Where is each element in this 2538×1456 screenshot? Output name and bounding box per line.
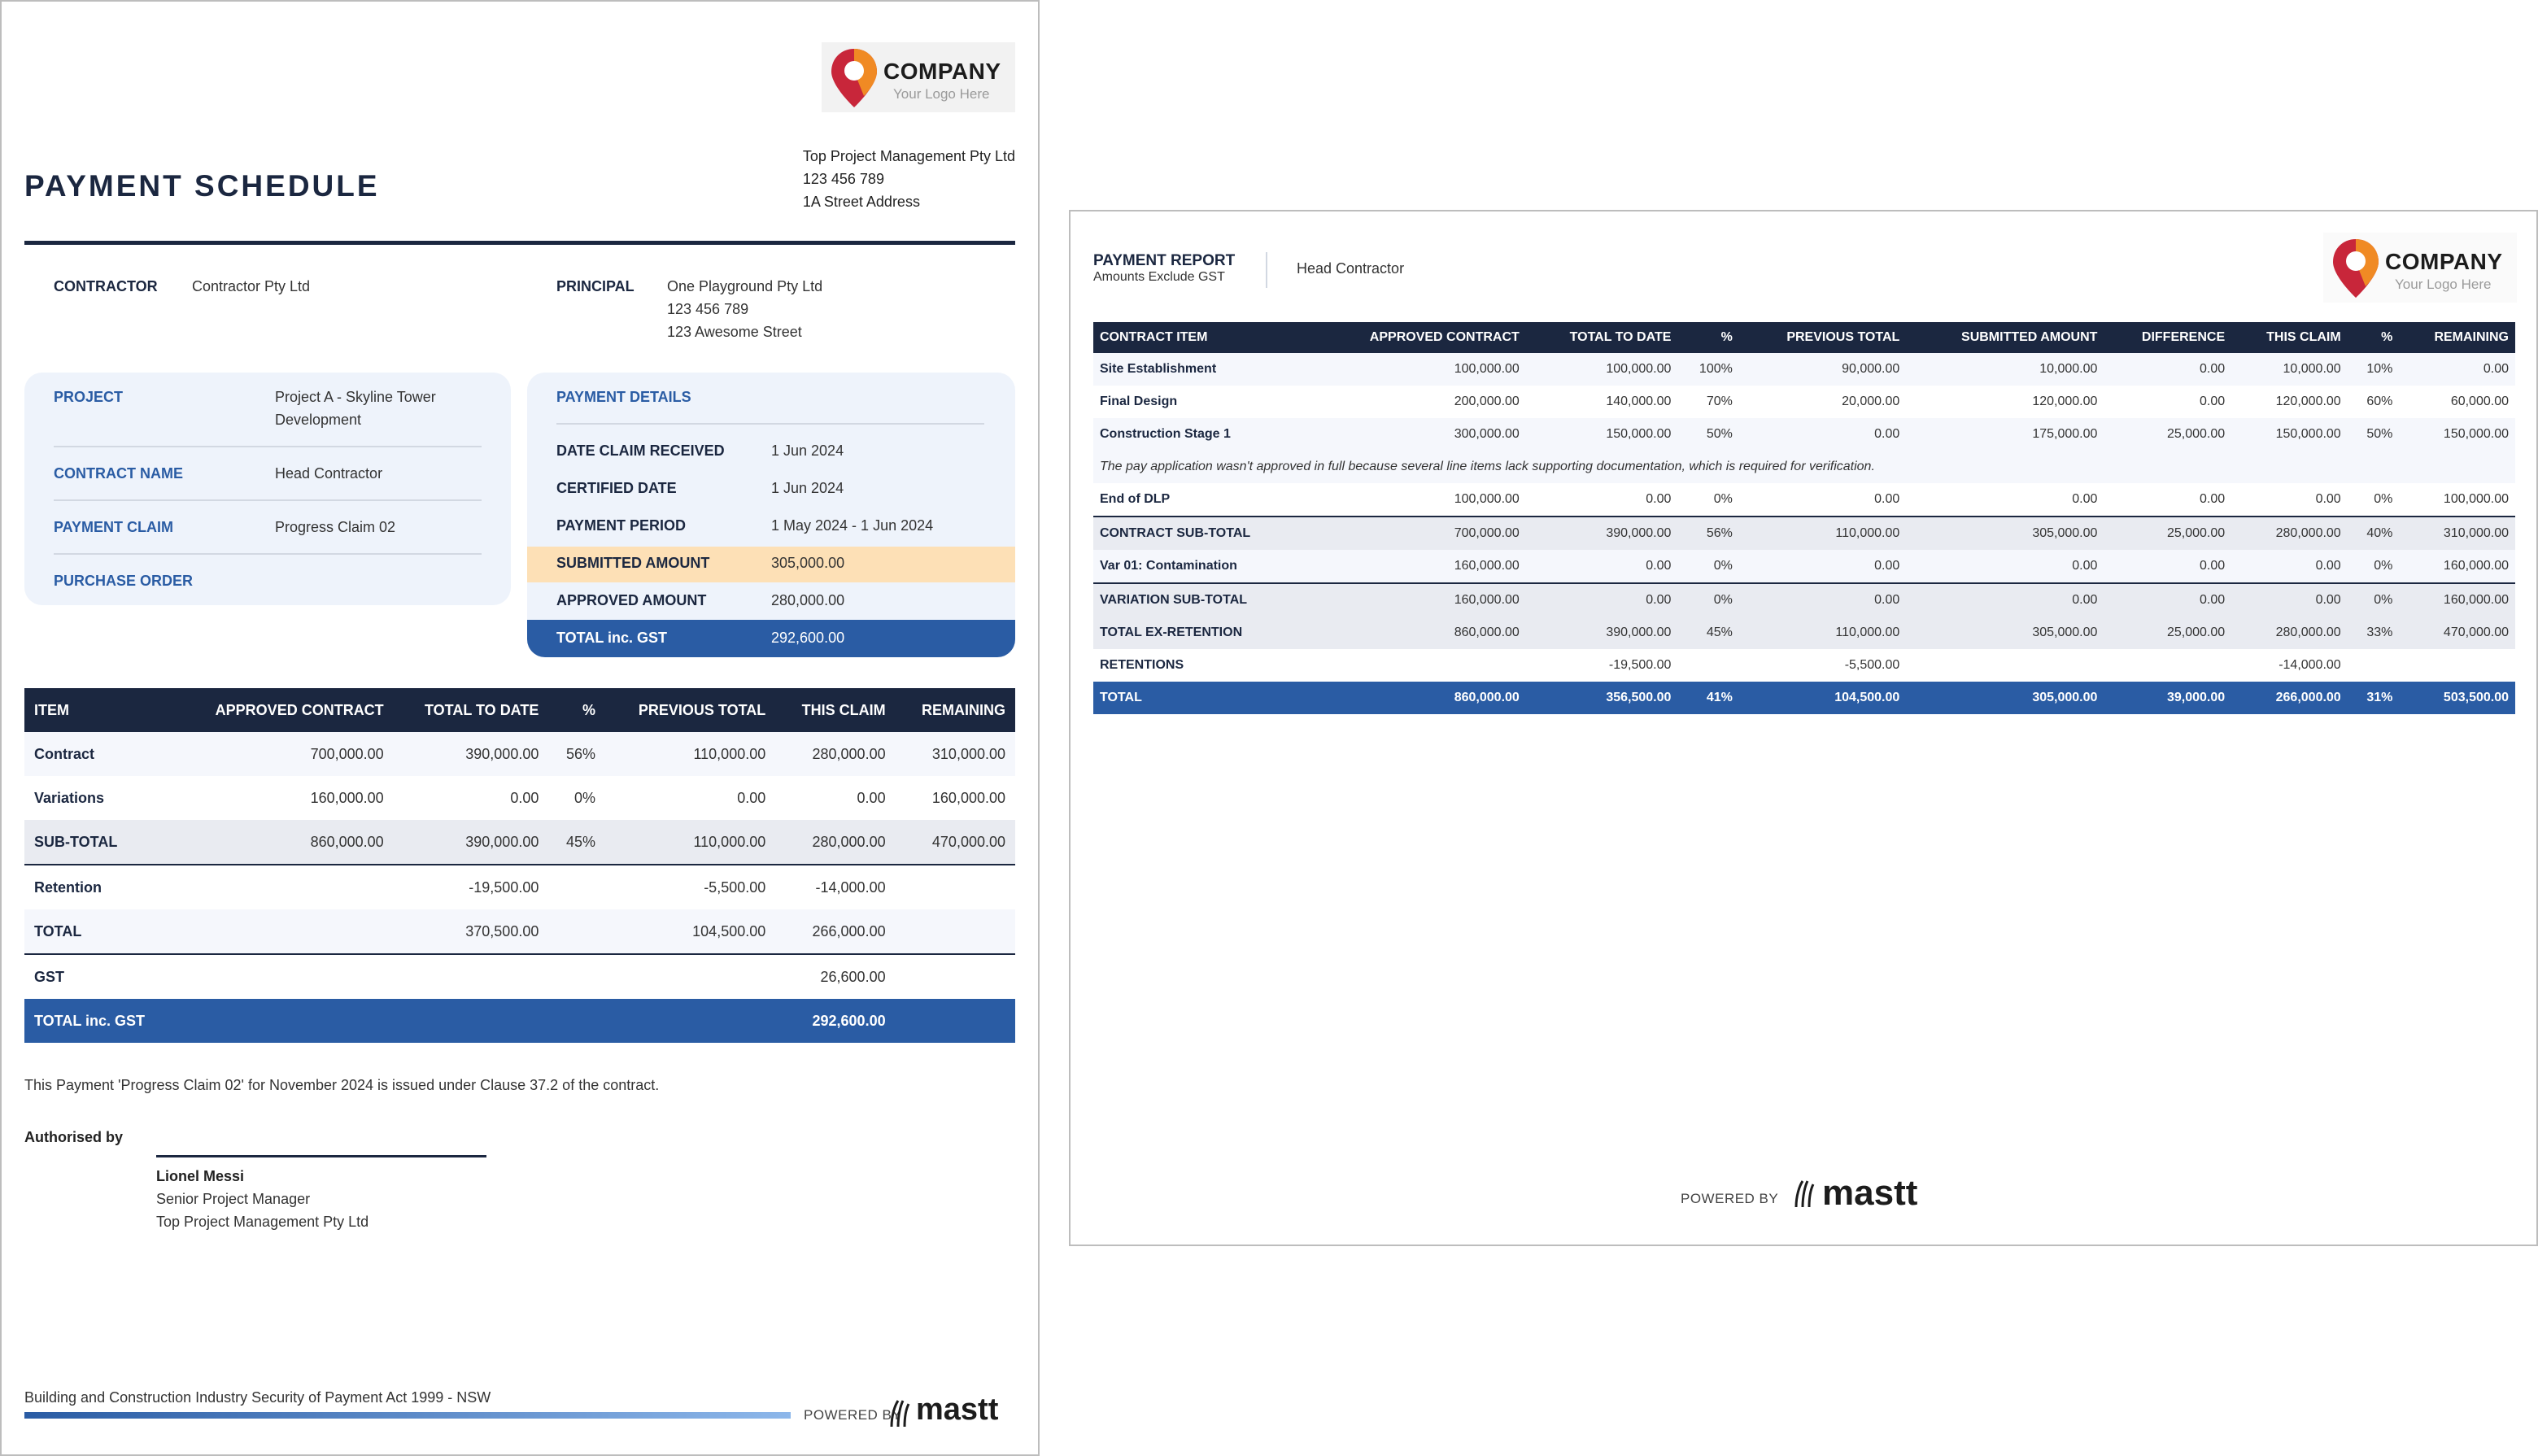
row-label: Retention bbox=[24, 865, 176, 909]
table-cell: 110,000.00 bbox=[605, 820, 775, 865]
payment-period-label: PAYMENT PERIOD bbox=[556, 517, 687, 534]
table-cell bbox=[605, 999, 775, 1043]
table-row bbox=[1093, 583, 2515, 617]
table-cell: 266,000.00 bbox=[2231, 682, 2348, 714]
table-header-row bbox=[24, 688, 1015, 732]
table-row bbox=[24, 909, 1015, 954]
table-cell: 700,000.00 bbox=[1310, 517, 1526, 550]
claim-summary-body bbox=[24, 732, 1015, 1043]
row-label: Var 01: Contamination bbox=[1093, 550, 1310, 583]
table-cell: 390,000.00 bbox=[394, 732, 549, 776]
table-cell: 26,600.00 bbox=[775, 954, 895, 999]
table-cell: 160,000.00 bbox=[1310, 550, 1526, 583]
table-cell: -19,500.00 bbox=[394, 865, 549, 909]
table-cell bbox=[1310, 649, 1526, 682]
table-cell: 280,000.00 bbox=[775, 820, 895, 865]
table-cell: 390,000.00 bbox=[1526, 617, 1678, 649]
report-title: PAYMENT REPORT bbox=[1093, 252, 1236, 269]
table-cell: 266,000.00 bbox=[775, 909, 895, 954]
table-cell: 25,000.00 bbox=[2104, 517, 2231, 550]
table-cell: -5,500.00 bbox=[1844, 658, 1900, 672]
table-cell: 0% bbox=[1677, 583, 1738, 617]
table-cell: 0.00 bbox=[2104, 550, 2231, 583]
company-logo bbox=[822, 42, 1015, 112]
table-cell: 0.00 bbox=[857, 789, 886, 806]
table-cell: 10,000.00 bbox=[2231, 353, 2348, 386]
footer-gradient-bar bbox=[24, 1412, 791, 1419]
table-cell: 0.00 bbox=[2231, 583, 2348, 617]
table-cell: 300,000.00 bbox=[1310, 418, 1526, 451]
note-row bbox=[1093, 451, 2515, 483]
table-cell: 0.00 bbox=[737, 789, 766, 806]
report-subtitle: Amounts Exclude GST bbox=[1093, 270, 1225, 284]
table-cell: 0% bbox=[2348, 583, 2400, 617]
mastt-brand: mastt bbox=[916, 1393, 999, 1427]
table-cell: 0.00 bbox=[2315, 492, 2341, 506]
payment-claim-value: Progress Claim 02 bbox=[275, 519, 396, 535]
table-header-row bbox=[1093, 322, 2515, 353]
row-label: TOTAL bbox=[1093, 682, 1310, 714]
table-cell: 305,000.00 bbox=[1906, 617, 2104, 649]
table-cell bbox=[1906, 649, 2104, 682]
table-cell: 0% bbox=[1677, 550, 1738, 583]
table-cell: 280,000.00 bbox=[2231, 617, 2348, 649]
logo-tagline: Your Logo Here bbox=[893, 86, 990, 102]
row-label: Construction Stage 1 bbox=[1093, 418, 1310, 451]
mastt-logo-icon bbox=[888, 1399, 911, 1428]
approved-amount-label: APPROVED AMOUNT bbox=[556, 592, 707, 608]
contract-name-label: CONTRACT NAME bbox=[54, 465, 183, 482]
column-header: APPROVED CONTRACT bbox=[176, 688, 394, 732]
payment-details-separator bbox=[556, 423, 984, 425]
table-cell: 160,000.00 bbox=[931, 789, 1005, 806]
title-divider bbox=[24, 241, 1015, 245]
table-cell: 160,000.00 bbox=[1310, 583, 1526, 617]
header-divider bbox=[1266, 252, 1267, 288]
table-cell: 25,000.00 bbox=[2104, 418, 2231, 451]
mastt-logo-icon bbox=[1793, 1179, 1816, 1209]
table-cell: 25,000.00 bbox=[2104, 617, 2231, 649]
certified-date-value: 1 Jun 2024 bbox=[771, 480, 844, 496]
column-header: % bbox=[548, 688, 605, 732]
principal-block bbox=[667, 275, 822, 343]
table-cell: 0.00 bbox=[1739, 583, 1906, 617]
contract-name-separator bbox=[54, 499, 482, 501]
table-cell: 0.00 bbox=[2200, 395, 2226, 408]
table-row bbox=[1093, 483, 2515, 517]
contractor-value: Contractor Pty Ltd bbox=[192, 278, 311, 294]
table-cell bbox=[176, 865, 394, 909]
payment-details-heading: PAYMENT DETAILS bbox=[556, 389, 691, 405]
row-label: Variations bbox=[34, 789, 105, 806]
logo-name: COMPANY bbox=[2385, 249, 2503, 274]
company-name: Top Project Management Pty Ltd bbox=[802, 148, 1015, 164]
table-cell bbox=[2348, 649, 2400, 682]
total-inc-gst-label: TOTAL inc. GST bbox=[556, 630, 668, 646]
table-row bbox=[1093, 386, 2515, 418]
column-header: TOTAL TO DATE bbox=[394, 688, 549, 732]
powered-by-label: POWERED BY bbox=[1681, 1191, 1779, 1206]
table-cell: 120,000.00 bbox=[2032, 395, 2098, 408]
claim-summary-table bbox=[24, 688, 1015, 1043]
table-cell: 100,000.00 bbox=[1310, 353, 1526, 386]
table-row bbox=[24, 865, 1015, 909]
payment-report-body bbox=[1093, 353, 2515, 714]
table-cell: 10% bbox=[2348, 353, 2400, 386]
payment-report-page bbox=[1069, 210, 2538, 1246]
table-cell bbox=[394, 999, 549, 1043]
table-cell: 100,000.00 bbox=[1454, 492, 1520, 506]
table-row bbox=[24, 954, 1015, 999]
table-cell: 292,600.00 bbox=[775, 999, 895, 1043]
table-cell: 100% bbox=[1677, 353, 1738, 386]
table-cell: -19,500.00 bbox=[1608, 658, 1672, 672]
location-pin-icon bbox=[2331, 238, 2380, 299]
table-cell bbox=[605, 954, 775, 999]
table-cell bbox=[394, 954, 549, 999]
table-cell: 0.00 bbox=[1646, 492, 1672, 506]
table-cell: 33% bbox=[2348, 617, 2400, 649]
table-cell: 10,000.00 bbox=[1906, 353, 2104, 386]
table-cell: 0.00 bbox=[1906, 550, 2104, 583]
table-cell: 860,000.00 bbox=[176, 820, 394, 865]
table-cell: 100,000.00 bbox=[1526, 353, 1678, 386]
table-cell: 305,000.00 bbox=[1906, 517, 2104, 550]
date-claim-received-label: DATE CLAIM RECEIVED bbox=[556, 442, 725, 459]
table-cell: 0.00 bbox=[1526, 550, 1678, 583]
principal-phone: 123 456 789 bbox=[667, 301, 749, 317]
row-label: Final Design bbox=[1100, 395, 1178, 408]
table-cell bbox=[2104, 649, 2231, 682]
table-cell bbox=[896, 909, 1015, 954]
column-header: APPROVED CONTRACT bbox=[1310, 322, 1526, 353]
table-cell bbox=[176, 909, 394, 954]
table-cell: 0% bbox=[2374, 492, 2393, 506]
payment-claim-label: PAYMENT CLAIM bbox=[54, 519, 174, 535]
payment-schedule-page bbox=[0, 0, 1040, 1456]
table-cell: 56% bbox=[548, 732, 605, 776]
table-cell bbox=[896, 954, 1015, 999]
certified-date-label: CERTIFIED DATE bbox=[556, 480, 677, 496]
column-header: TOTAL TO DATE bbox=[1526, 322, 1678, 353]
row-label: End of DLP bbox=[1100, 492, 1171, 506]
table-cell: 280,000.00 bbox=[2231, 517, 2348, 550]
table-row bbox=[1093, 353, 2515, 386]
table-cell: 390,000.00 bbox=[1526, 517, 1678, 550]
table-row bbox=[24, 732, 1015, 776]
table-cell: 305,000.00 bbox=[1906, 682, 2104, 714]
project-value: Project A - Skyline Tower Development bbox=[275, 389, 436, 428]
column-header: DIFFERENCE bbox=[2104, 322, 2231, 353]
table-cell: 310,000.00 bbox=[2399, 517, 2515, 550]
table-cell bbox=[176, 999, 394, 1043]
table-cell: 70% bbox=[1706, 395, 1733, 408]
table-row bbox=[1093, 418, 2515, 451]
table-row bbox=[24, 999, 1015, 1043]
row-label: RETENTIONS bbox=[1100, 658, 1184, 672]
table-cell: 0.00 bbox=[1739, 418, 1906, 451]
table-cell: 0.00 bbox=[1906, 583, 2104, 617]
approved-amount-value: 280,000.00 bbox=[771, 592, 845, 608]
project-label: PROJECT bbox=[54, 389, 124, 405]
table-cell: 0.00 bbox=[2399, 353, 2515, 386]
table-cell: 31% bbox=[2348, 682, 2400, 714]
table-cell: -14,000.00 bbox=[775, 865, 895, 909]
table-cell: 100,000.00 bbox=[2443, 492, 2509, 506]
row-label: Site Establishment bbox=[1093, 353, 1310, 386]
report-contract: Head Contractor bbox=[1297, 260, 1405, 277]
contractor-label: CONTRACTOR bbox=[54, 278, 158, 294]
table-cell: 110,000.00 bbox=[1739, 517, 1906, 550]
table-cell bbox=[896, 865, 1015, 909]
table-cell: 0% bbox=[573, 789, 595, 806]
table-cell: 50% bbox=[1677, 418, 1738, 451]
authorised-by-label: Authorised by bbox=[24, 1129, 124, 1145]
payment-claim-separator bbox=[54, 553, 482, 555]
principal-address: 123 Awesome Street bbox=[667, 324, 802, 340]
table-cell: 0.00 bbox=[2072, 492, 2098, 506]
column-header: PREVIOUS TOTAL bbox=[1739, 322, 1906, 353]
table-cell: 356,500.00 bbox=[1526, 682, 1678, 714]
table-row bbox=[1093, 682, 2515, 714]
table-cell: 160,000.00 bbox=[310, 789, 384, 806]
payment-report-table bbox=[1093, 322, 2515, 714]
table-cell: 120,000.00 bbox=[2275, 395, 2341, 408]
table-cell bbox=[548, 954, 605, 999]
signature-line bbox=[156, 1155, 486, 1157]
table-cell: 470,000.00 bbox=[2399, 617, 2515, 649]
table-cell: 60,000.00 bbox=[2450, 395, 2509, 408]
column-header: THIS CLAIM bbox=[775, 688, 895, 732]
table-cell: 50% bbox=[2348, 418, 2400, 451]
table-cell: -5,500.00 bbox=[605, 865, 775, 909]
logo-tagline: Your Logo Here bbox=[2395, 277, 2492, 292]
table-cell: 110,000.00 bbox=[1739, 617, 1906, 649]
table-cell: 160,000.00 bbox=[2399, 583, 2515, 617]
principal-name: One Playground Pty Ltd bbox=[667, 278, 823, 294]
table-cell: 56% bbox=[1677, 517, 1738, 550]
table-row bbox=[1093, 550, 2515, 583]
table-cell: 470,000.00 bbox=[896, 820, 1015, 865]
row-label: Contract bbox=[24, 732, 176, 776]
table-row bbox=[24, 776, 1015, 820]
table-cell: 90,000.00 bbox=[1739, 353, 1906, 386]
table-cell: 150,000.00 bbox=[2399, 418, 2515, 451]
table-cell: 150,000.00 bbox=[2231, 418, 2348, 451]
table-cell: 0.00 bbox=[1874, 492, 1900, 506]
column-header: % bbox=[1677, 322, 1738, 353]
logo-name: COMPANY bbox=[883, 59, 1001, 84]
row-label: CONTRACT SUB-TOTAL bbox=[1093, 517, 1310, 550]
table-cell: 0.00 bbox=[1739, 550, 1906, 583]
column-header: REMAINING bbox=[2399, 322, 2515, 353]
table-cell: 40% bbox=[2348, 517, 2400, 550]
row-label: TOTAL inc. GST bbox=[24, 999, 176, 1043]
column-header: REMAINING bbox=[896, 688, 1015, 732]
company-phone: 123 456 789 bbox=[802, 171, 884, 187]
purchase-order-label: PURCHASE ORDER bbox=[54, 573, 194, 589]
column-header: CONTRACT ITEM bbox=[1093, 322, 1310, 353]
table-cell bbox=[2399, 649, 2515, 682]
company-address-block bbox=[803, 145, 1015, 213]
table-cell: 45% bbox=[1677, 617, 1738, 649]
table-cell: 110,000.00 bbox=[605, 732, 775, 776]
table-cell: 700,000.00 bbox=[176, 732, 394, 776]
table-cell: 160,000.00 bbox=[2399, 550, 2515, 583]
principal-label: PRINCIPAL bbox=[556, 278, 634, 294]
location-pin-icon bbox=[830, 47, 879, 109]
table-cell: 60% bbox=[2366, 395, 2393, 408]
table-cell bbox=[896, 999, 1015, 1043]
powered-by-label: POWERED BY bbox=[804, 1407, 902, 1423]
payment-statement: This Payment 'Progress Claim 02' for November 2024 is issued under Clause 37.2 of the contract. bbox=[24, 1077, 660, 1093]
table-cell: 104,500.00 bbox=[605, 909, 775, 954]
table-row bbox=[24, 820, 1015, 865]
signatory-company: Top Project Management Pty Ltd bbox=[156, 1214, 369, 1230]
table-cell bbox=[548, 999, 605, 1043]
table-cell: 175,000.00 bbox=[1906, 418, 2104, 451]
row-label: GST bbox=[24, 954, 176, 999]
column-header: SUBMITTED AMOUNT bbox=[1906, 322, 2104, 353]
table-cell bbox=[1677, 649, 1738, 682]
table-cell: 503,500.00 bbox=[2399, 682, 2515, 714]
table-cell: 860,000.00 bbox=[1310, 682, 1526, 714]
contract-name-value: Head Contractor bbox=[275, 465, 383, 482]
table-cell: 0.00 bbox=[2231, 550, 2348, 583]
table-cell: 0.00 bbox=[2104, 353, 2231, 386]
table-cell: 41% bbox=[1677, 682, 1738, 714]
table-row bbox=[1093, 517, 2515, 550]
table-cell: 39,000.00 bbox=[2104, 682, 2231, 714]
column-header: ITEM bbox=[24, 688, 176, 732]
table-cell: 45% bbox=[548, 820, 605, 865]
report-company-logo bbox=[2323, 233, 2517, 303]
table-cell bbox=[548, 909, 605, 954]
signatory-name: Lionel Messi bbox=[156, 1168, 245, 1184]
table-row bbox=[1093, 617, 2515, 649]
row-label: TOTAL bbox=[24, 909, 176, 954]
table-cell: 0.00 bbox=[1526, 583, 1678, 617]
page-title: PAYMENT SCHEDULE bbox=[24, 169, 380, 203]
company-address: 1A Street Address bbox=[802, 194, 920, 210]
column-header: THIS CLAIM bbox=[2231, 322, 2348, 353]
table-cell: 0.00 bbox=[2200, 492, 2226, 506]
table-cell: 20,000.00 bbox=[1842, 395, 1900, 408]
column-header: % bbox=[2348, 322, 2400, 353]
table-cell: 200,000.00 bbox=[1454, 395, 1520, 408]
table-cell: 104,500.00 bbox=[1739, 682, 1906, 714]
table-row bbox=[1093, 649, 2515, 682]
table-cell bbox=[176, 954, 394, 999]
payment-period-value: 1 May 2024 - 1 Jun 2024 bbox=[771, 517, 934, 534]
table-cell: 150,000.00 bbox=[1526, 418, 1678, 451]
table-cell: 0% bbox=[2348, 550, 2400, 583]
table-cell: 0.00 bbox=[2104, 583, 2231, 617]
row-label: VARIATION SUB-TOTAL bbox=[1093, 583, 1310, 617]
submitted-amount-label: SUBMITTED AMOUNT bbox=[556, 555, 710, 571]
table-cell: 370,500.00 bbox=[394, 909, 549, 954]
table-cell: 390,000.00 bbox=[394, 820, 549, 865]
mastt-brand: mastt bbox=[1822, 1173, 1918, 1213]
table-cell: -14,000.00 bbox=[2279, 658, 2341, 672]
row-label: SUB-TOTAL bbox=[24, 820, 176, 865]
table-cell: 280,000.00 bbox=[775, 732, 895, 776]
table-cell: 140,000.00 bbox=[1606, 395, 1672, 408]
project-separator bbox=[54, 446, 482, 447]
row-label: TOTAL EX-RETENTION bbox=[1093, 617, 1310, 649]
table-cell: 0% bbox=[1713, 492, 1733, 506]
table-cell: 0.00 bbox=[510, 789, 539, 806]
approval-note: The pay application wasn't approved in full because several line items lack supporting documentation, which is required for verification. bbox=[1093, 451, 2515, 483]
submitted-amount-value: 305,000.00 bbox=[771, 555, 845, 571]
column-header: PREVIOUS TOTAL bbox=[605, 688, 775, 732]
table-cell: 310,000.00 bbox=[896, 732, 1015, 776]
table-cell: 860,000.00 bbox=[1310, 617, 1526, 649]
table-cell bbox=[548, 865, 605, 909]
total-inc-gst-value: 292,600.00 bbox=[771, 630, 845, 646]
legislation-footer: Building and Construction Industry Security of Payment Act 1999 - NSW bbox=[24, 1389, 491, 1406]
signatory-role: Senior Project Manager bbox=[156, 1191, 311, 1207]
date-claim-received-value: 1 Jun 2024 bbox=[771, 442, 844, 459]
